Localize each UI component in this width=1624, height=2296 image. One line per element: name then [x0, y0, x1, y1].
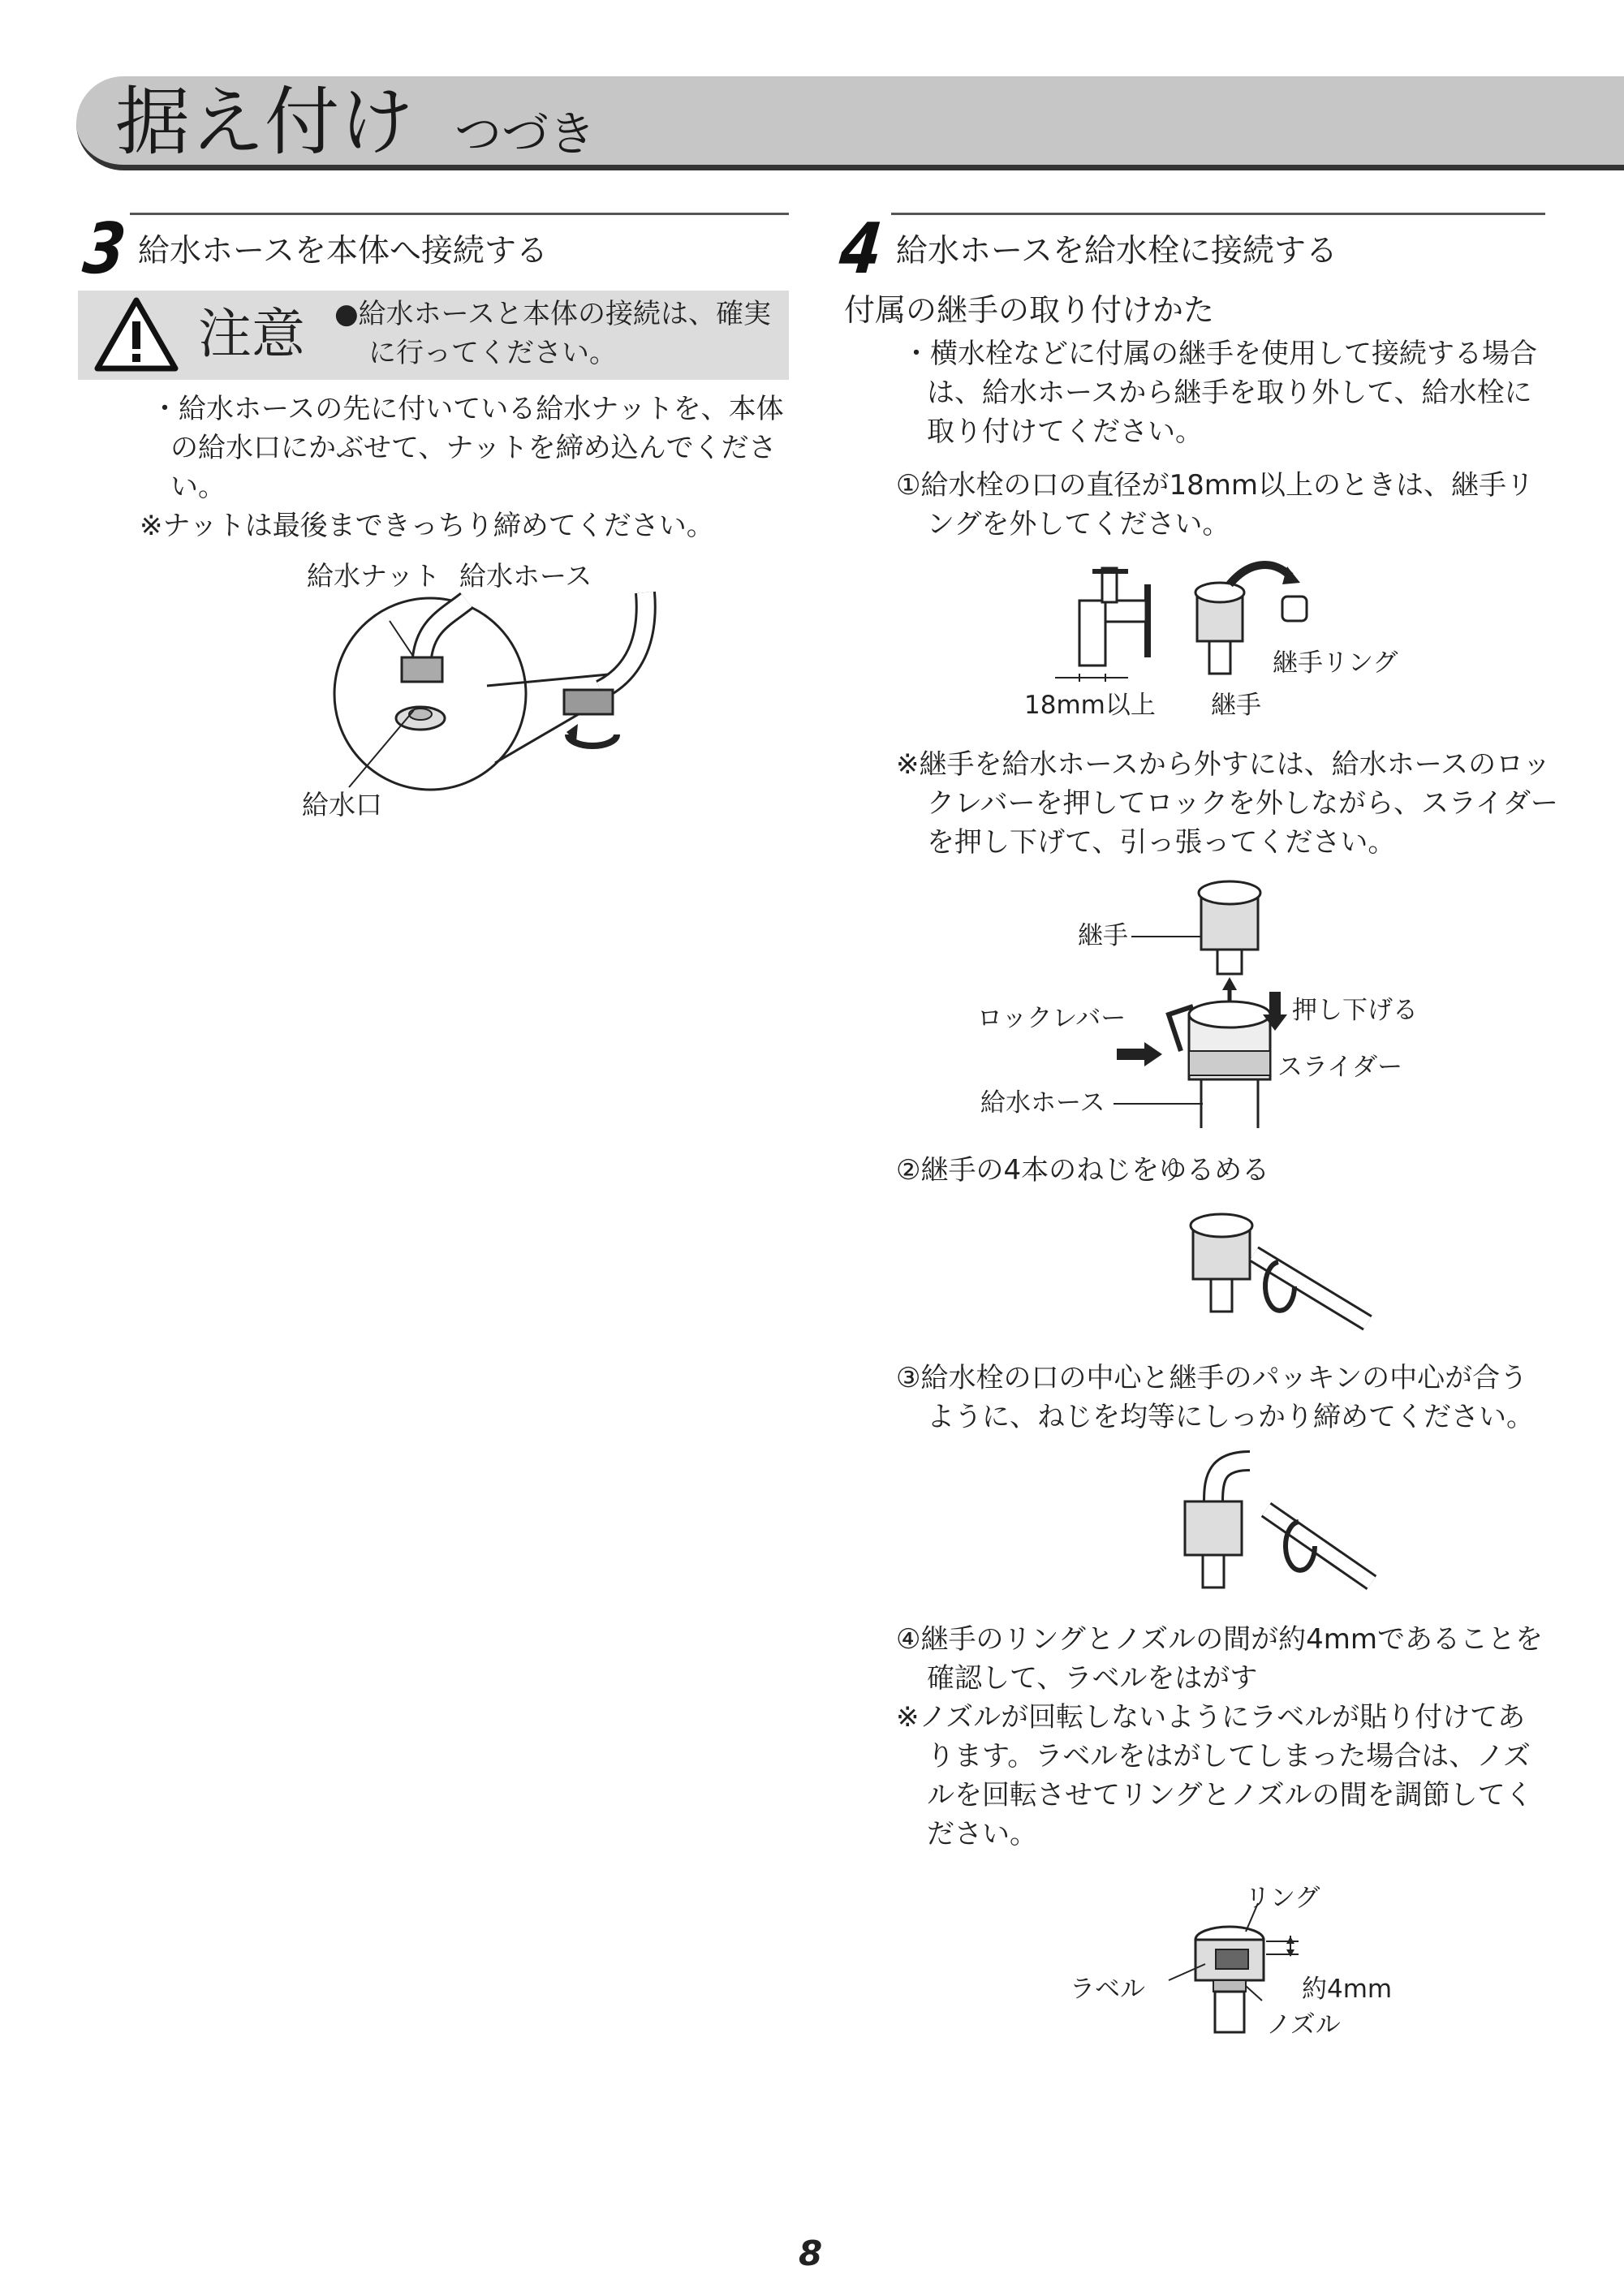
fig5-label-nozzle: ノズル [1266, 2010, 1341, 2040]
fig5-label-ring: リング [1245, 1884, 1320, 1913]
step4-note4-line1: ※ノズルが回転しないようにラベルが貼り付けてあ [896, 1701, 1526, 1734]
fig2-label-slider: スライダー [1277, 1053, 1403, 1082]
step4-item4-line1: ④継手のリングとノズルの間が約4mmであることを [896, 1623, 1543, 1656]
page-number: 8 [799, 2234, 823, 2273]
fig1-label-ring: 継手リング [1273, 648, 1398, 678]
fig2-leader-hose [1114, 1103, 1203, 1105]
push-right-arrow-icon [1117, 1042, 1165, 1066]
step3-number: 3 [80, 209, 130, 290]
fig1-label-joint: 継手 [1211, 691, 1261, 720]
nut-hose-illustration [325, 592, 649, 795]
step3-body-line2: の給水口にかぶせて、ナットを締め込んでくださ [170, 432, 777, 464]
tighten-screws-illustration [1177, 1453, 1388, 1599]
fig2-label-lock-lever: ロックレバー [977, 1004, 1126, 1033]
step4-note4-line3: ルを回転させてリングとノズルの間を調節してく [927, 1779, 1533, 1811]
step4-intro-line3: 取り付けてください。 [927, 416, 1203, 448]
fig2-label-joint: 継手 [1078, 921, 1128, 950]
fig1-label-size: 18mm以上 [1024, 691, 1156, 720]
step3-body-line1: ・給水ホースの先に付いている給水ナットを、本体 [151, 393, 784, 425]
fig-label-inlet: 給水口 [302, 789, 382, 821]
step3-rule [130, 213, 789, 215]
fig2-leader-joint [1131, 936, 1201, 937]
step4-note4-line4: ださい。 [927, 1818, 1037, 1850]
step4-item1-line2: ングを外してください。 [927, 508, 1230, 541]
caution-line1: ●給水ホースと本体の接続は、確実 [334, 298, 771, 330]
push-down-arrow-icon [1263, 992, 1287, 1032]
step4-note1-line3: を押し下げて、引っ張ってください。 [927, 826, 1396, 859]
step4-note4-line2: ります。ラベルをはがしてしまった場合は、ノズ [927, 1740, 1531, 1773]
page-subtitle: つづき [454, 106, 597, 162]
step4-note1-line1: ※継手を給水ホースから外すには、給水ホースのロッ [896, 748, 1551, 781]
step4-subheading: 付属の継手の取り付けかた [844, 292, 1215, 328]
step4-item4-line2: 確認して、ラベルをはがす [927, 1662, 1258, 1695]
fig5-label-label: ラベル [1070, 1975, 1145, 2004]
warning-icon [94, 295, 179, 373]
step4-note1-line2: クレバーを押してロックを外しながら、スライダー [927, 787, 1558, 820]
caution-label: 注意 [198, 303, 305, 365]
step4-intro-line1: ・横水栓などに付属の継手を使用して接続する場合 [902, 338, 1537, 370]
step4-item3-line2: ように、ねじを均等にしっかり締めてください。 [927, 1401, 1534, 1433]
step4-item1-line1: ①給水栓の口の直径が18mm以上のときは、継手リ [896, 469, 1534, 502]
step4-item3-line1: ③給水栓の口の中心と継手のパッキンの中心が合う [896, 1362, 1528, 1394]
fig2-label-hose: 給水ホース [980, 1088, 1105, 1118]
step3-body-line3: い。 [170, 471, 226, 503]
fig5-label-gap: 約4mm [1302, 1975, 1393, 2004]
step4-item2: ②継手の4本のねじをゆるめる [896, 1154, 1270, 1187]
step4-rule [891, 213, 1545, 215]
fig2-label-push-down: 押し下げる [1292, 996, 1418, 1025]
fig-label-nut: 給水ナット [307, 560, 441, 592]
page-title: 据え付け [115, 79, 415, 166]
caution-line2: に行ってください。 [368, 337, 617, 369]
loosen-screws-illustration [1185, 1209, 1380, 1331]
step4-intro-line2: は、給水ホースから継手を取り外して、給水栓に [927, 377, 1532, 409]
step3-note: ※ナットは最後まできっちり締めてください。 [140, 510, 714, 542]
step3-title: 給水ホースを本体へ接続する [138, 233, 549, 269]
fig-label-hose: 給水ホース [459, 560, 592, 592]
step4-number: 4 [836, 209, 886, 290]
step4-title: 給水ホースを給水栓に接続する [896, 233, 1338, 269]
